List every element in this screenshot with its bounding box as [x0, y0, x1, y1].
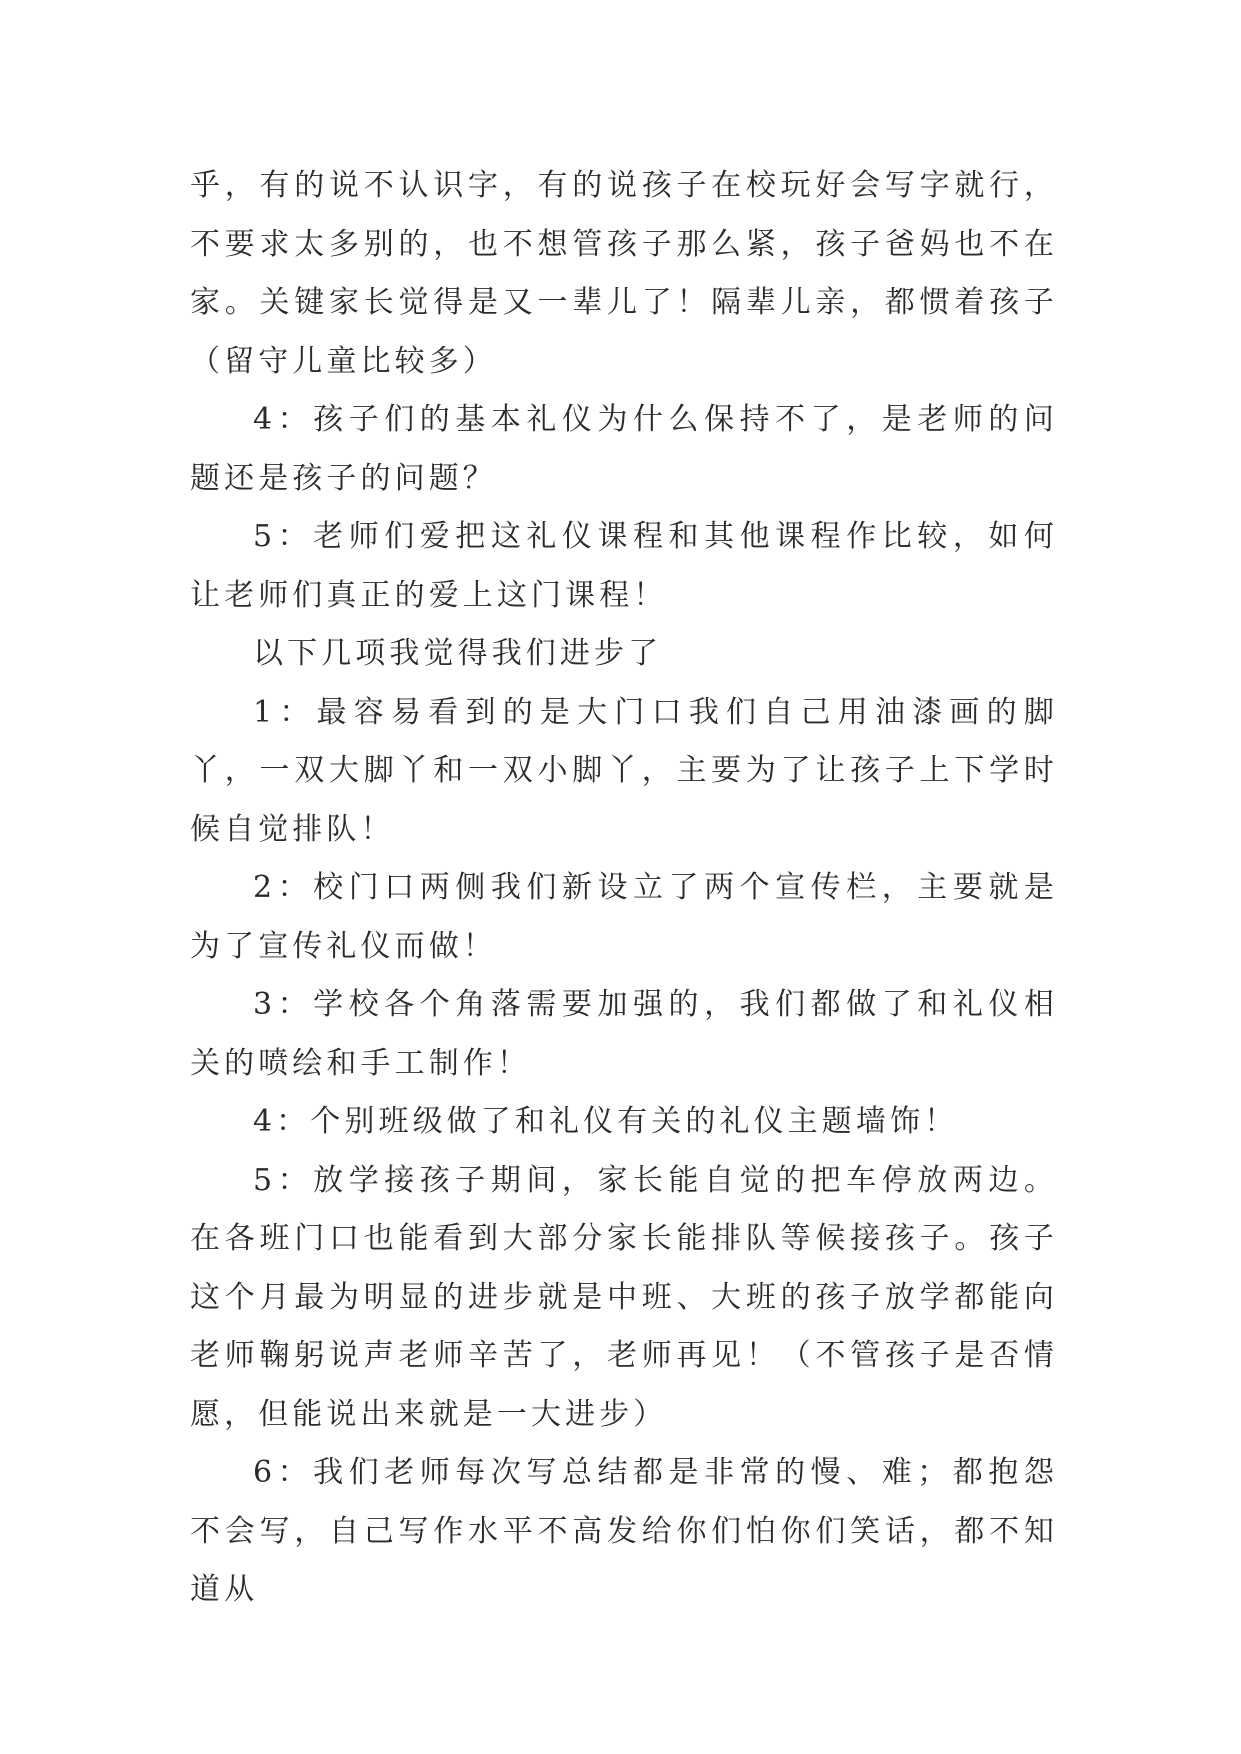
paragraph-5: 1：最容易看到的是大门口我们自己用油漆画的脚丫，一双大脚丫和一双小脚丫，主要为了让孩子上下学时候自觉排队！: [190, 694, 1058, 847]
paragraph-10: 6：我们老师每次写总结都是非常的慢、难；都抱怨不会写，自己写作水平不高发给你们怕你们笑话，都不知道从: [190, 1455, 1058, 1607]
paragraph-1: 乎，有的说不认识字，有的说孩子在校玩好会写字就行，不要求太多别的，也不想管孩子那么紧，孩子爸妈也不在家。关键家长觉得是又一辈儿了！隔辈儿亲，都惯着孩子（留守儿童比较多）: [190, 168, 1058, 379]
paragraph-9: 5：放学接孩子期间，家长能自觉的把车停放两边。在各班门口也能看到大部分家长能排队等候接孩子。孩子这个月最为明显的进步就是中班、大班的孩子放学都能向老师鞠躬说声老师辛苦了，老师再见！（不管孩子是否情愿，但能说出来就是一大进步）: [190, 1162, 1058, 1432]
paragraph-7: 3：学校各个角落需要加强的，我们都做了和礼仪相关的喷绘和手工制作！: [190, 987, 1058, 1081]
paragraph-2: 4：孩子们的基本礼仪为什么保持不了，是老师的问题还是孩子的问题？: [190, 402, 1058, 496]
paragraph-3: 5：老师们爱把这礼仪课程和其他课程作比较，如何让老师们真正的爱上这门课程！: [190, 519, 1058, 613]
paragraph-8: 4：个别班级做了和礼仪有关的礼仪主题墙饰！: [253, 1104, 959, 1139]
paragraph-6: 2：校门口两侧我们新设立了两个宣传栏，主要就是为了宣传礼仪而做！: [190, 870, 1058, 964]
paragraph-4: 以下几项我觉得我们进步了: [253, 636, 663, 671]
document-body: [190, 157, 1058, 1620]
